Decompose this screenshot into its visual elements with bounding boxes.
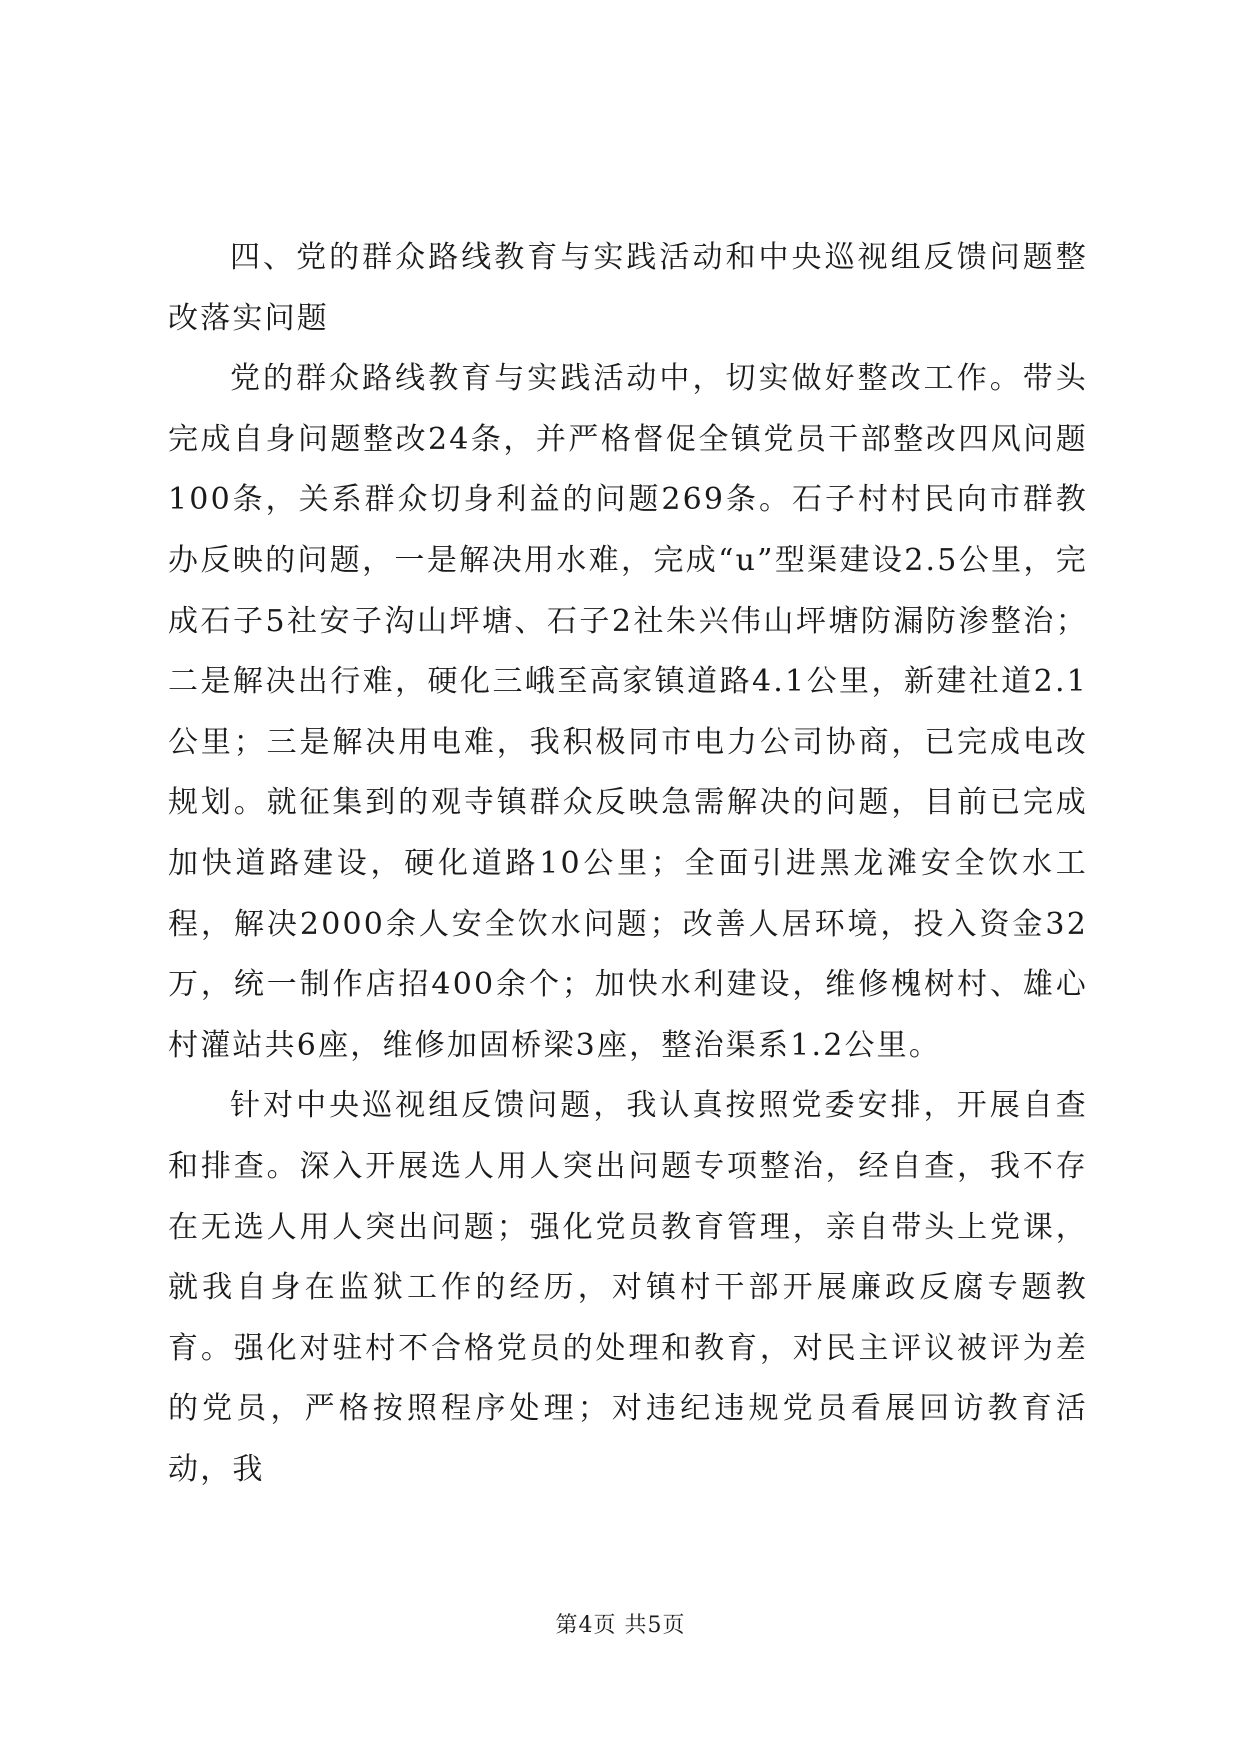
document-body	[168, 228, 1088, 1500]
page-footer: 第4页 共5页	[555, 1613, 686, 1638]
body-paragraph: 针对中央巡视组反馈问题，我认真按照党委安排，开展自查和排查。深入开展选人用人突出问题专项整治，经自查，我不存在无选人用人突出问题；强化党员教育管理，亲自带头上党课，就我自身在监狱工作的经历，对镇村干部开展廉政反腐专题教育。强化对驻村不合格党员的处理和教育，对民主评议被评为差的党员，严格按照程序处理；对违纪违规党员看展回访教育活动，我	[168, 1088, 1088, 1487]
body-paragraph: 党的群众路线教育与实践活动中，切实做好整改工作。带头完成自身问题整改24条，并严格督促全镇党员干部整改四风问题100条，关系群众切身利益的问题269条。石子村村民向市群教办反映的问题，一是解决用水难，完成“u”型渠建设2.5公里，完成石子5社安子沟山坪塘、石子2社朱兴伟山坪塘防漏防渗整治；二是解决出行难，硬化三峨至高家镇道路4.1公里，新建社道2.1公里；三是解决用电难，我积极同市电力公司协商，已完成电改规划。就征集到的观寺镇群众反映急需解决的问题，目前已完成加快道路建设，硬化道路10公里；全面引进黑龙滩安全饮水工程，解决2000余人安全饮水问题；改善人居环境，投入资金32万，统一制作店招400余个；加快水利建设，维修槐树村、雄心村灌站共6座，维修加固桥梁3座，整治渠系1.2公里。	[168, 361, 1088, 1063]
section-heading: 四、党的群众路线教育与实践活动和中央巡视组反馈问题整改落实问题	[168, 240, 1088, 336]
